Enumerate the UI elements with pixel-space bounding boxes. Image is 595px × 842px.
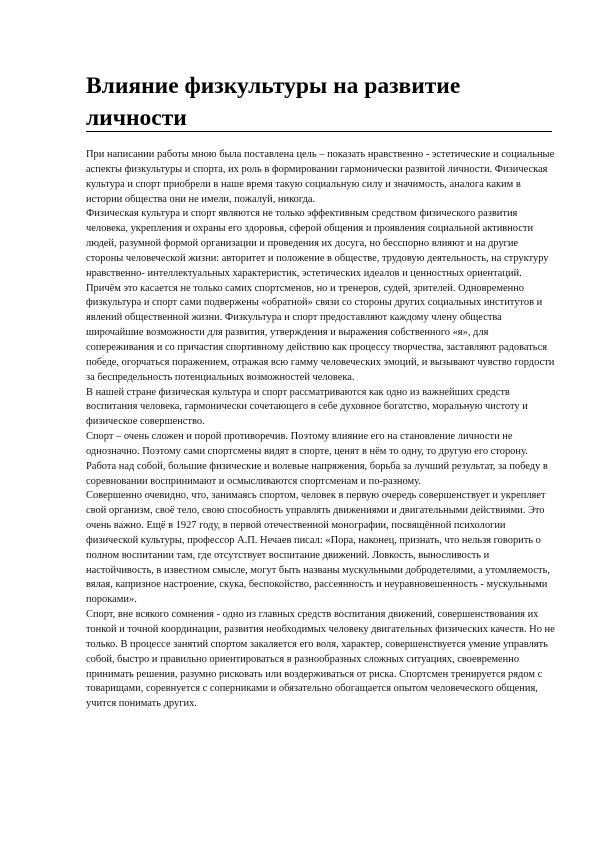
title-underline bbox=[86, 131, 552, 132]
page-title: Влияние физкультуры на развитие личности bbox=[86, 73, 461, 131]
paragraph-4: Спорт – очень сложен и порой противоречив. Поэтому влияние его на становление личности не однозначно. Поэтому сами спортсмены видят в спорте, ценят в нём то одну, то другую его сторону. Работа над собой, большие физические и волевые напряжения, борьба за лучший результат, за победу в соревновании воспринимают и осмысливаются спортсменам и по-разному. bbox=[86, 431, 548, 487]
paragraph-5: Совершенно очевидно, что, занимаясь спортом, человек в первую очередь совершенствует и укрепляет свой организм, своё тело, свою способность управлять движениями и двигательными действиями. Это очень важно. Ещё в 1927 году, в первой отечественной монографии, посвящённой психологии физической культуры, профессор А.П. Нечаев писал: «Пора, наконец, признать, что нельзя говорить о полном воспитании там, где отсутствует воспитание движений. Ловкость, выносливость и настойчивость, в известном смысле, могут быть названы мускульными добродетелями, а утомляемость, вялая, капризное настроение, скука, беспокойство, рассеянность и неуравновешенность - мускульными пороками». bbox=[86, 490, 550, 606]
paragraph-2: Физическая культура и спорт являются не только эффективным средством физического развития человека, укрепления и охраны его здоровья, сферой общения и проявления социальной активности людей, разумной формой организации и проведения их досуга, но бесспорно влияют и на другие стороны человеческой жизни: авторитет и положение в обществе, трудовую деятельность, на структуру нравственно- интеллектуальных характеристик, эстетических идеалов и ценностных ориентаций. Причём это касается не только самих спортсменов, но и тренеров, судей, зрителей. Одновременно физкультура и спорт сами подвержены «обратной» связи со стороны других социальных институтов и явлений общественной жизни. Физкультура и спорт предоставляют каждому члену общества широчайшие возможности для развития, утверждения и выражения собственного «я», для сопереживания и со причастия спортивному действию как процессу творчества, заставляют радоваться победе, огорчаться поражением, отражая всю гамму человеческих эмоций, и вызывают чувство гордости за беспредельность потенциальных возможностей человека. bbox=[86, 208, 555, 383]
paragraph-3: В нашей стране физическая культура и спорт рассматриваются как одно из важнейших средств воспитания человека, гармонически сочетающего в себе духовное богатство, моральную чистоту и физическое совершенство. bbox=[86, 386, 528, 428]
paragraph-6: Спорт, вне всякого сомнения - одно из главных средств воспитания движений, совершенствования их тонкой и точной координации, развития необходимых человеку двигательных физических качеств. Но не только. В процессе занятий спортом закаляется его воля, характер, совершенствуется умение управлять собой, быстро и правильно ориентироваться в разнообразных сложных ситуациях, своевременно принимать решения, разумно рисковать или воздерживаться от риска. Спортсмен тренируется рядом с товарищами, соревнуется с соперниками и обязательно обогащается опытом человеческого общения, учится понимать других. bbox=[86, 609, 555, 710]
paragraph-1: При написании работы мною была поставлена цель – показать нравственно - эстетические и социальные аспекты физкультуры и спорта, их роль в формировании гармонически развитой личности. Физическая культура и спорт приобрели в наше время такую социальную силу и значимость, аналога каким в истории общества они не имели, пожалуй, никогда. bbox=[86, 149, 555, 205]
document-body bbox=[86, 148, 556, 712]
